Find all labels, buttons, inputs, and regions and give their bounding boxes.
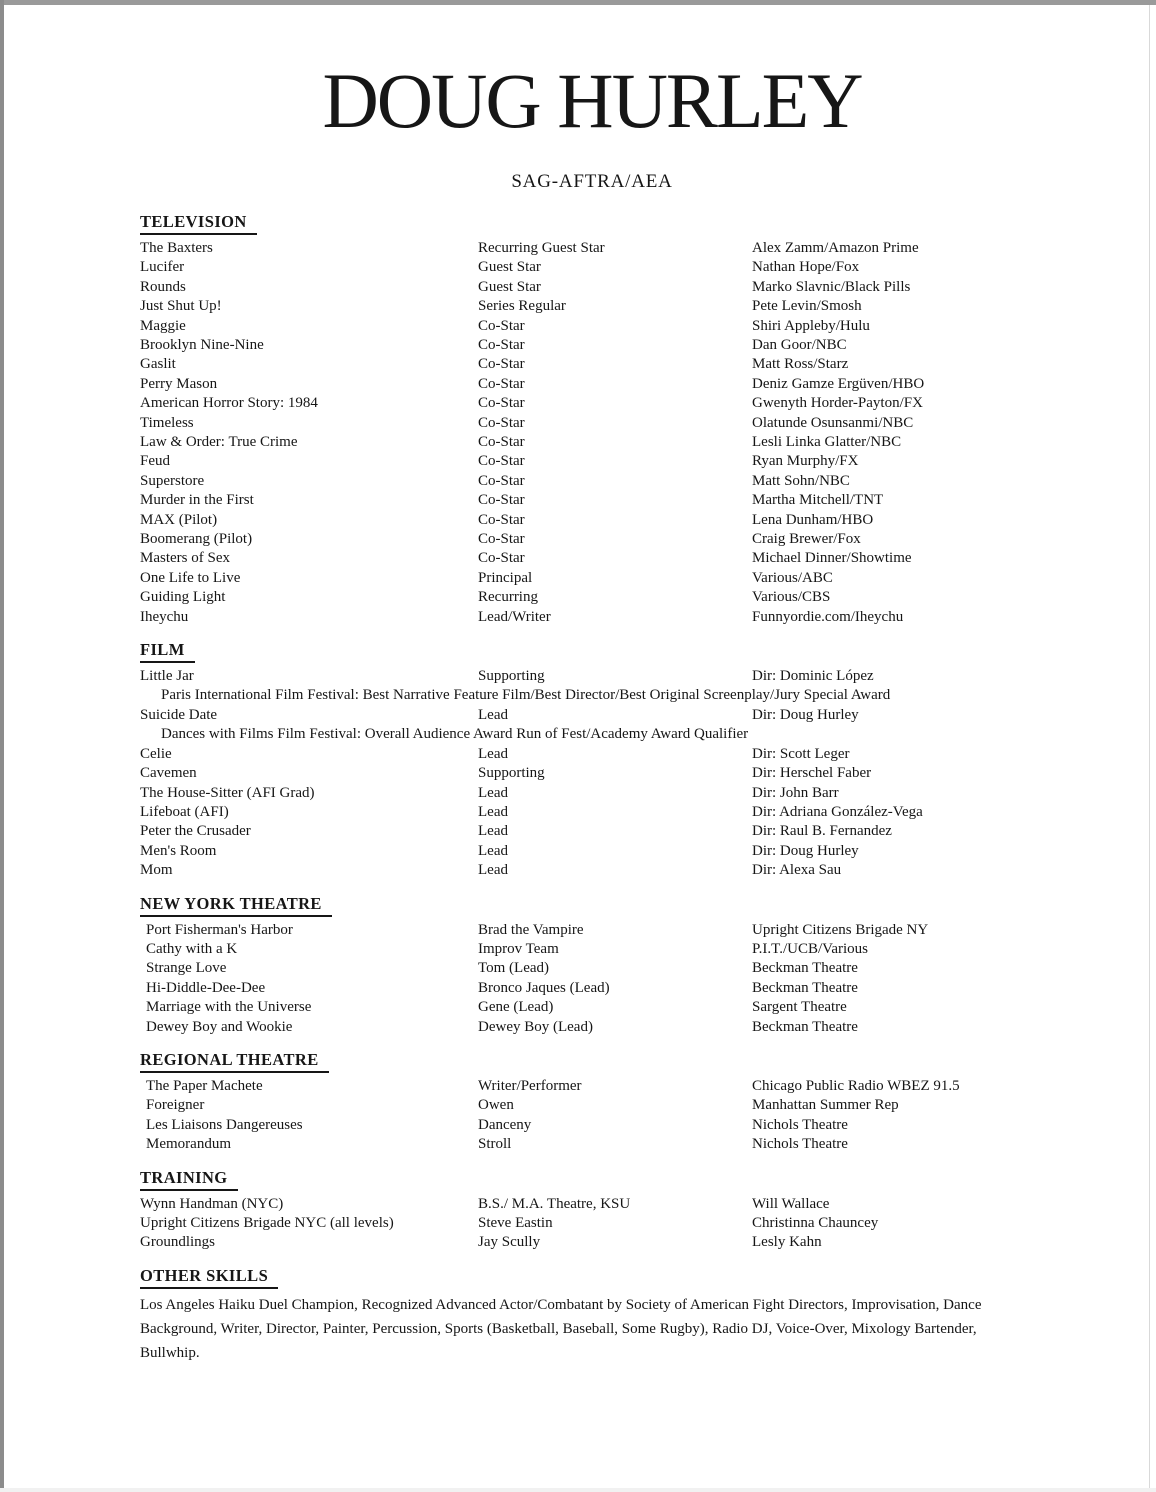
credit-role: Dewey Boy (Lead) <box>478 1018 593 1035</box>
credit-role: Guest Star <box>478 259 541 276</box>
section-film <box>140 641 1044 880</box>
credit-title: Foreigner <box>146 1097 205 1114</box>
credit-row <box>140 239 1044 258</box>
credit-row <box>140 1135 1044 1154</box>
credit-company: Pete Levin/Smosh <box>752 298 862 315</box>
credit-title: Cavemen <box>140 765 197 782</box>
credit-company: Dir: Dominic López <box>752 668 874 685</box>
credit-row <box>140 375 1044 394</box>
credit-title: The House-Sitter (AFI Grad) <box>140 784 315 801</box>
credit-company: Dir: Alexa Sau <box>752 862 842 879</box>
frame-top-border <box>0 0 1156 5</box>
credit-title: Hi-Diddle-Dee-Dee <box>146 979 266 996</box>
credit-row <box>140 979 1044 998</box>
credit-company: Deniz Gamze Ergüven/HBO <box>752 375 925 392</box>
credit-row <box>140 414 1044 433</box>
credit-title: Strange Love <box>146 960 227 977</box>
credit-row <box>140 317 1044 336</box>
credit-role: Recurring <box>478 589 538 606</box>
union-affiliations: SAG-AFTRA/AEA <box>511 171 673 192</box>
credit-role: B.S./ M.A. Theatre, KSU <box>478 1195 631 1212</box>
credit-role: Lead <box>478 706 508 723</box>
credit-role: Co-Star <box>478 434 525 451</box>
credit-company: Various/ABC <box>752 569 833 586</box>
credit-role: Co-Star <box>478 511 525 528</box>
credit-company: Beckman Theatre <box>752 960 858 977</box>
frame-left-border <box>0 0 4 1488</box>
credit-company: Craig Brewer/Fox <box>752 531 861 548</box>
credit-company: Matt Ross/Starz <box>752 356 849 373</box>
credit-company: Sargent Theatre <box>752 999 847 1016</box>
credit-row <box>140 394 1044 413</box>
credit-row <box>140 667 1044 686</box>
credit-company: Dir: Adriana González-Vega <box>752 803 923 820</box>
credit-title: Just Shut Up! <box>140 298 222 315</box>
credit-title: Port Fisherman's Harbor <box>146 921 293 938</box>
sections <box>140 213 1044 1365</box>
credit-role: Lead <box>478 862 508 879</box>
credit-company: Nathan Hope/Fox <box>752 259 860 276</box>
credit-company: Alex Zamm/Amazon Prime <box>752 239 919 256</box>
credit-role: Owen <box>478 1097 514 1114</box>
credit-row <box>140 940 1044 959</box>
credit-title: Lucifer <box>140 259 185 276</box>
credit-role: Jay Scully <box>478 1234 541 1251</box>
credit-company: Michael Dinner/Showtime <box>752 550 912 567</box>
credit-row <box>140 1195 1044 1214</box>
credit-row <box>140 706 1044 725</box>
page-title: DOUG HURLEY <box>322 57 862 144</box>
credit-title: Iheychu <box>140 608 189 625</box>
credit-title: Cathy with a K <box>146 940 238 957</box>
section-heading-film: FILM <box>140 641 195 663</box>
credit-row <box>140 355 1044 374</box>
credit-role: Lead <box>478 784 508 801</box>
credit-title: Peter the Crusader <box>140 823 251 840</box>
credit-title: Timeless <box>140 414 194 431</box>
credit-row <box>140 959 1044 978</box>
credit-title: Masters of Sex <box>140 550 230 567</box>
credit-title: Dewey Boy and Wookie <box>146 1018 293 1035</box>
credit-row <box>140 803 1044 822</box>
credit-title: Little Jar <box>140 668 194 685</box>
credit-title: Les Liaisons Dangereuses <box>146 1116 303 1133</box>
credit-title: Men's Room <box>140 842 217 859</box>
section-regional-theatre <box>140 1051 1044 1155</box>
section-heading-training: TRAINING <box>140 1169 238 1191</box>
credit-title: MAX (Pilot) <box>140 511 218 528</box>
credit-title: Murder in the First <box>140 492 254 509</box>
credit-row <box>140 336 1044 355</box>
credit-title: Groundlings <box>140 1234 215 1251</box>
credit-company: Beckman Theatre <box>752 1018 858 1035</box>
section-television <box>140 213 1044 627</box>
credit-company: Lena Dunham/HBO <box>752 511 874 528</box>
frame-right-line <box>1149 5 1150 1492</box>
credit-role: Bronco Jaques (Lead) <box>478 979 610 996</box>
credit-company: Lesly Kahn <box>752 1234 822 1251</box>
credit-role: Lead/Writer <box>478 608 551 625</box>
credit-title: Law & Order: True Crime <box>140 434 298 451</box>
credit-role: Writer/Performer <box>478 1077 582 1094</box>
award-note: Paris International Film Festival: Best Narrative Feature Film/Best Director/Best Original Screenplay/Jury Special Award <box>161 687 891 704</box>
credit-company: Christinna Chauncey <box>752 1214 879 1231</box>
credit-title: Celie <box>140 745 172 762</box>
credit-role: Lead <box>478 823 508 840</box>
credit-role: Co-Star <box>478 531 525 548</box>
credit-row <box>140 822 1044 841</box>
credit-role: Supporting <box>478 668 545 685</box>
credit-company: Dir: Scott Leger <box>752 745 850 762</box>
credit-title: Upright Citizens Brigade NYC (all levels) <box>140 1214 394 1231</box>
credit-title: Brooklyn Nine-Nine <box>140 337 264 353</box>
credit-row <box>140 452 1044 471</box>
credit-title: Feud <box>140 453 170 470</box>
credit-row <box>140 491 1044 510</box>
credit-row <box>140 764 1044 783</box>
credit-role: Co-Star <box>478 375 525 392</box>
credit-role: Steve Eastin <box>478 1214 553 1231</box>
frame-bottom-strip <box>0 1488 1156 1492</box>
credit-title: American Horror Story: 1984 <box>140 395 318 412</box>
credit-row <box>140 297 1044 316</box>
credit-role: Co-Star <box>478 414 525 431</box>
credit-role: Danceny <box>478 1116 532 1133</box>
credit-company: Upright Citizens Brigade NY <box>752 921 929 938</box>
credit-role: Lead <box>478 842 508 859</box>
credit-title: Mom <box>140 862 173 879</box>
credit-company: Ryan Murphy/FX <box>752 453 859 470</box>
credit-row <box>140 861 1044 880</box>
credit-title: The Paper Machete <box>146 1077 263 1094</box>
credit-row <box>140 1018 1044 1037</box>
credit-company: Nichols Theatre <box>752 1136 848 1153</box>
credit-role: Co-Star <box>478 550 525 567</box>
credit-row <box>140 258 1044 277</box>
section-heading-television: TELEVISION <box>140 213 257 235</box>
credit-title: Superstore <box>140 472 205 489</box>
section-other-skills <box>140 1267 1044 1365</box>
credit-row <box>140 472 1044 491</box>
section-heading-new-york-theatre: NEW YORK THEATRE <box>140 895 332 917</box>
credit-row <box>140 1096 1044 1115</box>
credit-title: Gaslit <box>140 356 176 373</box>
credit-role: Stroll <box>478 1136 512 1153</box>
credit-title: The Baxters <box>140 239 213 256</box>
credit-title: Memorandum <box>146 1136 231 1153</box>
credit-title: Perry Mason <box>140 375 218 392</box>
credit-title: Rounds <box>140 278 186 295</box>
credit-row <box>140 998 1044 1017</box>
section-training <box>140 1169 1044 1253</box>
credit-company: P.I.T./UCB/Various <box>752 940 868 957</box>
credit-role: Series Regular <box>478 298 566 315</box>
credit-row <box>140 588 1044 607</box>
credit-row <box>140 511 1044 530</box>
credit-role: Co-Star <box>478 317 525 334</box>
credit-row <box>140 921 1044 940</box>
credit-row <box>140 1077 1044 1096</box>
credit-company: Dir: Raul B. Fernandez <box>752 823 892 840</box>
credit-company: Dan Goor/NBC <box>752 337 847 353</box>
credit-company: Dir: Doug Hurley <box>752 706 859 723</box>
credit-row <box>140 745 1044 764</box>
credit-role: Gene (Lead) <box>478 999 554 1016</box>
credit-title: Wynn Handman (NYC) <box>140 1195 284 1212</box>
credit-row <box>140 278 1044 297</box>
credit-role: Co-Star <box>478 395 525 412</box>
credit-title: Marriage with the Universe <box>146 999 312 1016</box>
credit-company: Matt Sohn/NBC <box>752 472 850 489</box>
credit-company: Shiri Appleby/Hulu <box>752 317 870 334</box>
credit-role: Co-Star <box>478 337 525 353</box>
section-new-york-theatre <box>140 895 1044 1037</box>
credit-company: Will Wallace <box>752 1195 830 1212</box>
credit-company: Dir: Doug Hurley <box>752 842 859 859</box>
credit-company: Olatunde Osunsanmi/NBC <box>752 414 914 431</box>
credit-row <box>140 549 1044 568</box>
credit-row <box>140 530 1044 549</box>
credit-role: Improv Team <box>478 940 559 957</box>
credit-company: Nichols Theatre <box>752 1116 848 1133</box>
credit-company: Lesli Linka Glatter/NBC <box>752 434 902 451</box>
credit-company: Chicago Public Radio WBEZ 91.5 <box>752 1077 960 1094</box>
credit-row <box>140 842 1044 861</box>
credit-row <box>140 1233 1044 1252</box>
credit-company: Beckman Theatre <box>752 979 858 996</box>
credit-role: Supporting <box>478 765 545 782</box>
credit-company: Dir: Herschel Faber <box>752 765 872 782</box>
credit-row <box>140 608 1044 627</box>
credit-title: Maggie <box>140 317 186 334</box>
credit-role: Co-Star <box>478 356 525 373</box>
credit-role: Guest Star <box>478 278 541 295</box>
credit-row <box>140 784 1044 803</box>
credit-role: Principal <box>478 569 533 586</box>
credit-role: Co-Star <box>478 472 525 489</box>
credit-role: Recurring Guest Star <box>478 239 605 256</box>
section-heading-other-skills: OTHER SKILLS <box>140 1267 278 1289</box>
credit-role: Lead <box>478 745 508 762</box>
credit-role: Brad the Vampire <box>478 921 584 938</box>
credit-company: Gwenyth Horder-Payton/FX <box>752 395 923 412</box>
credit-company: Manhattan Summer Rep <box>752 1097 899 1114</box>
award-note: Dances with Films Film Festival: Overall Audience Award Run of Fest/Academy Award Qualifier <box>161 726 749 743</box>
credit-title: Guiding Light <box>140 589 226 606</box>
resume-content <box>0 57 1156 1492</box>
credit-row <box>140 1214 1044 1233</box>
credit-title: Suicide Date <box>140 706 218 723</box>
credit-row <box>140 1116 1044 1135</box>
credit-title: One Life to Live <box>140 569 241 586</box>
credit-row <box>140 569 1044 588</box>
credit-company: Funnyordie.com/Iheychu <box>752 608 904 625</box>
credit-title: Lifeboat (AFI) <box>140 803 229 820</box>
credit-role: Co-Star <box>478 453 525 470</box>
credit-role: Co-Star <box>478 492 525 509</box>
credit-company: Dir: John Barr <box>752 784 839 801</box>
credit-company: Martha Mitchell/TNT <box>752 492 884 509</box>
credit-company: Various/CBS <box>752 589 831 606</box>
section-heading-regional-theatre: REGIONAL THEATRE <box>140 1051 329 1073</box>
credit-role: Tom (Lead) <box>478 960 550 977</box>
credit-row <box>140 433 1044 452</box>
other-skills-text: Los Angeles Haiku Duel Champion, Recognized Advanced Actor/Combatant by Society of American Fight Directors, Improvisation, Dance Background, Writer, Director, Painter, Percussion, Sports (Basketball, Baseball, Some Rugby), Radio DJ, Voice-Over, Mixology Bartender, Bullwhip. <box>140 1296 982 1361</box>
credit-role: Lead <box>478 803 508 820</box>
credit-company: Marko Slavnic/Black Pills <box>752 278 911 295</box>
credit-title: Boomerang (Pilot) <box>140 531 253 548</box>
